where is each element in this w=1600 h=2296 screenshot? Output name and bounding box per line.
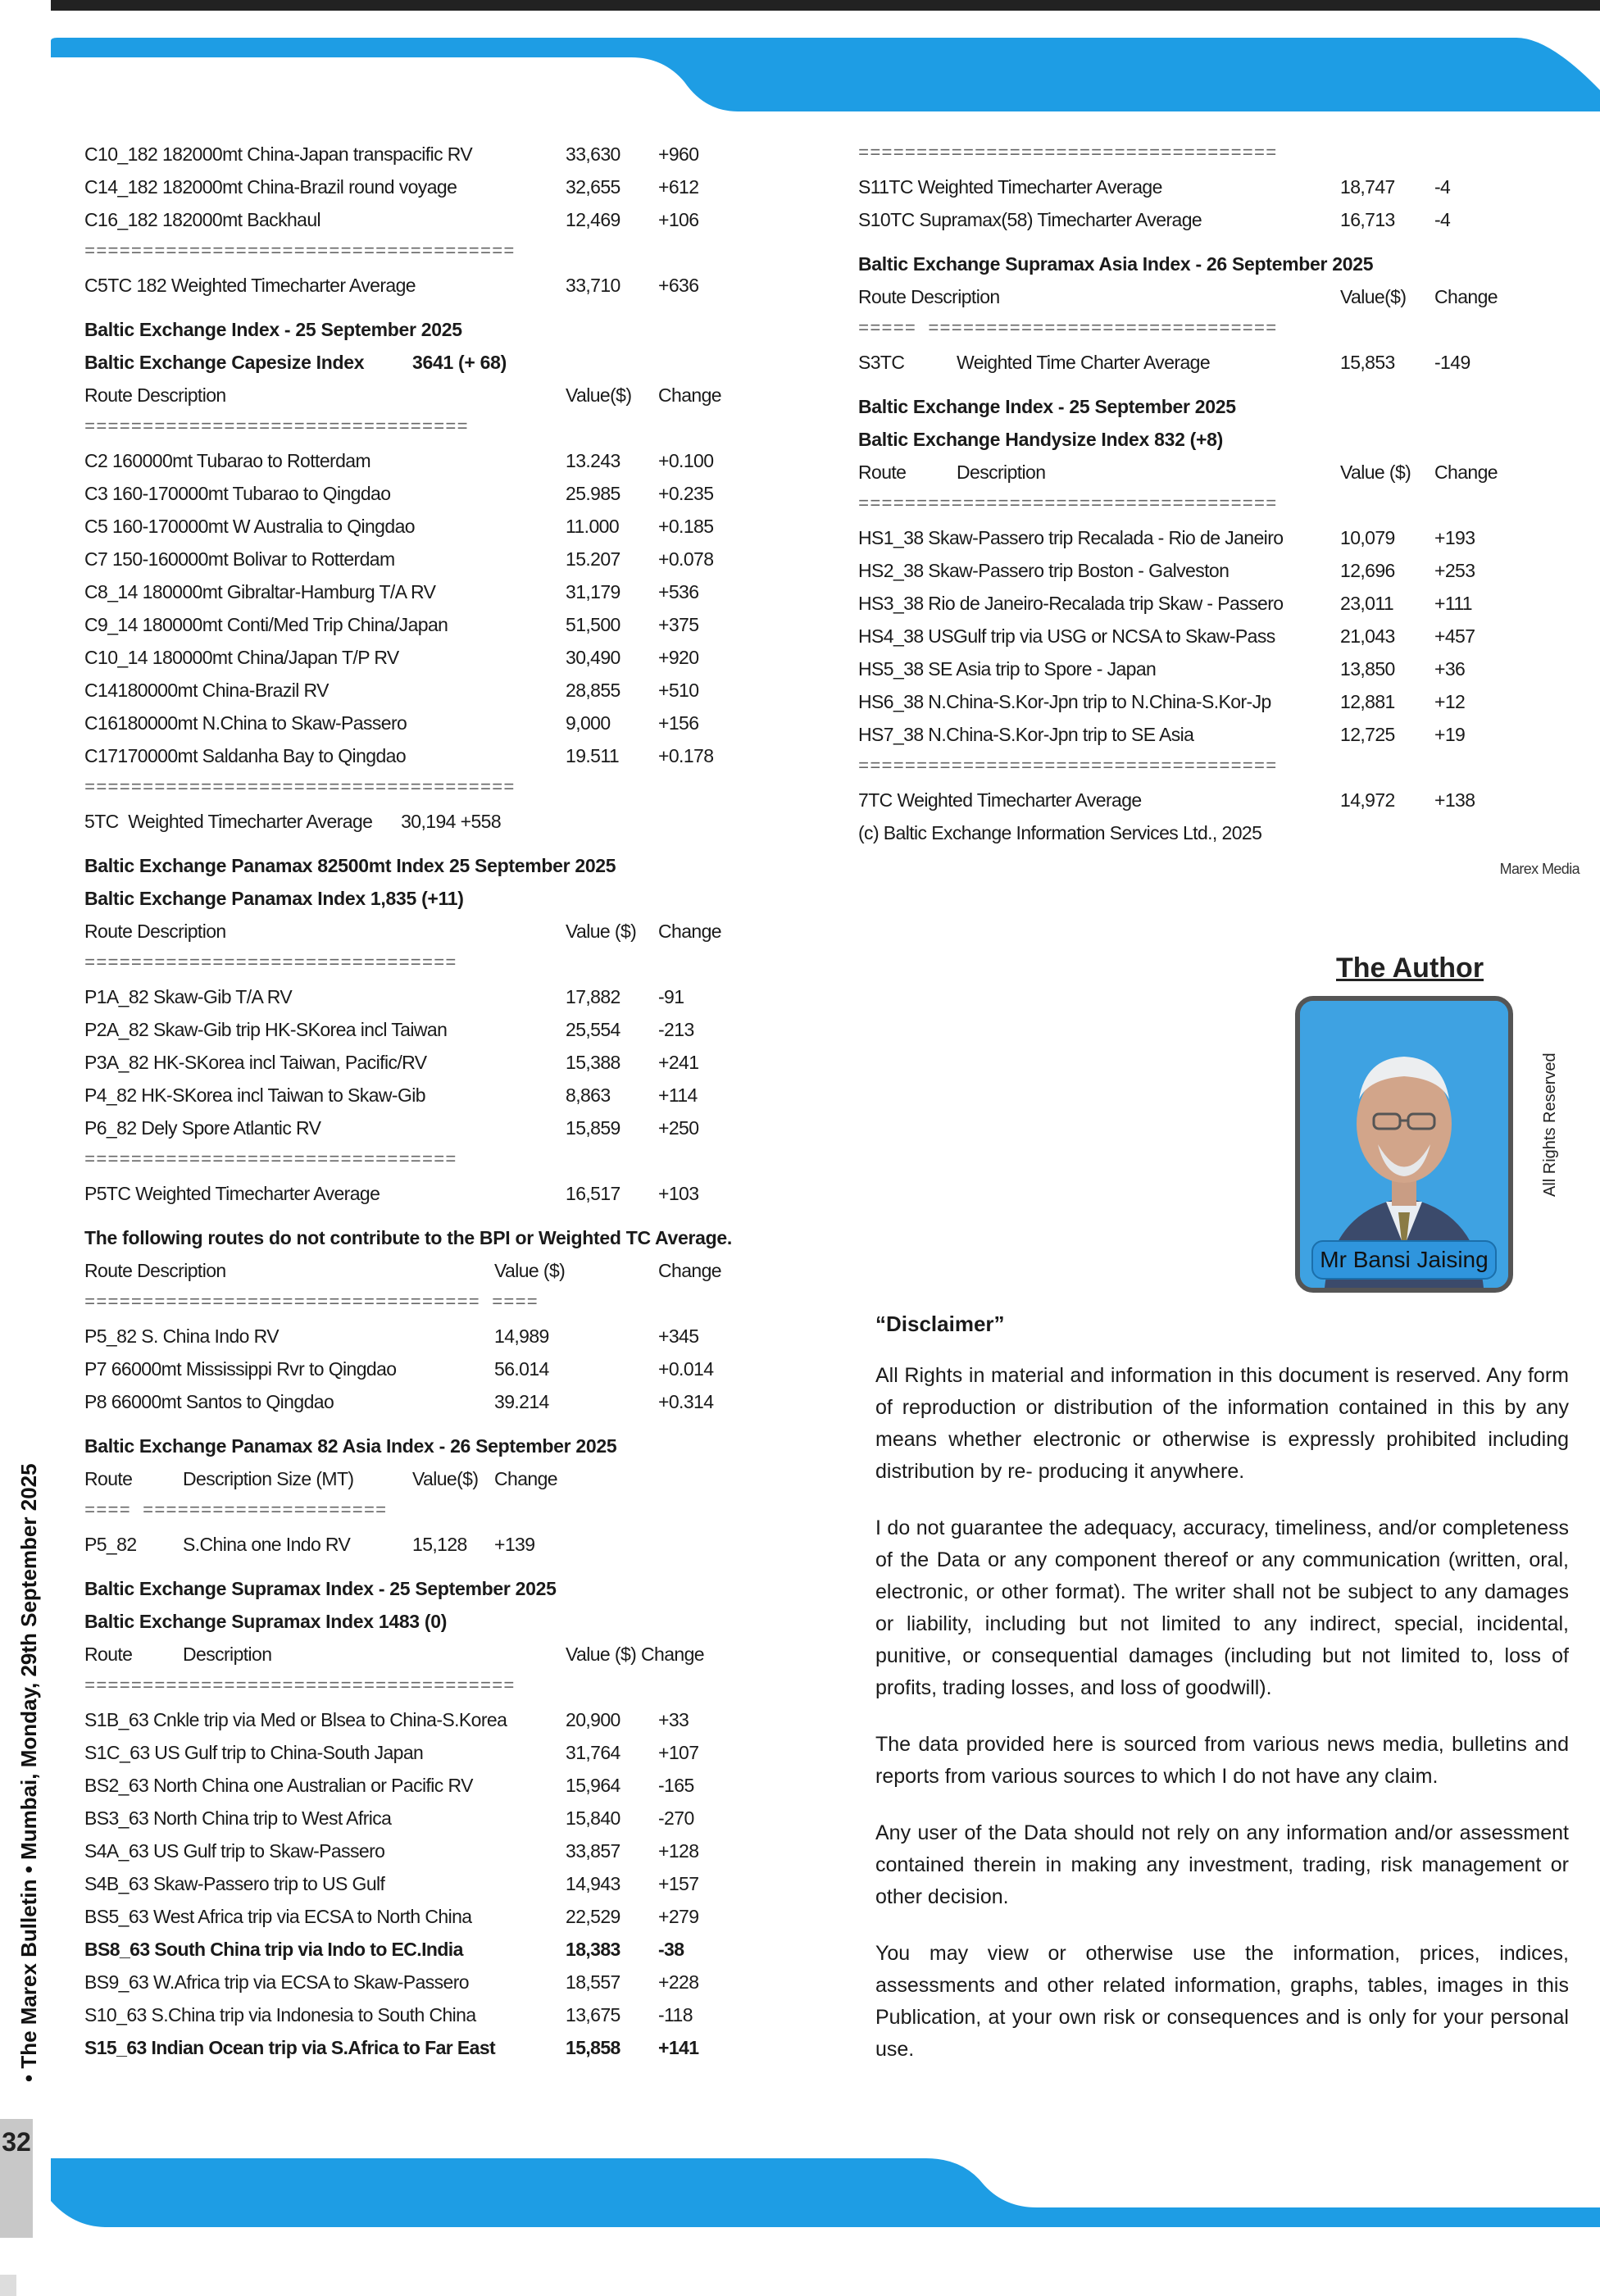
- separator: =====================================: [84, 778, 516, 798]
- left-column: [84, 138, 806, 2064]
- separator: =================================: [84, 417, 469, 438]
- supramax-section: [84, 1572, 806, 2064]
- supramax-tail-section: [858, 138, 1580, 236]
- table-row: C3 160-170000mt Tubarao to Qingdao 25.985 +0.235: [84, 483, 714, 504]
- vertical-bulletin-label: • The Marex Bulletin • Mumbai, Monday, 29th September 2025: [16, 1463, 41, 2082]
- table-row: P2A_82 Skaw-Gib trip HK-SKorea incl Taiwan 25,554 -213: [84, 1019, 694, 1040]
- separator: ====================================: [858, 143, 1278, 164]
- disclaimer-paragraph: All Rights in material and information in this document is reserved. Any form of reproduction or distribution of the information contained in this by any means whether electronic or otherwise is expressly prohibited including distribution by re- producing it anywhere.: [875, 1364, 1569, 1483]
- separator: ================================: [84, 953, 457, 974]
- section-subtitle: Baltic Exchange Supramax Index 1483 (0): [84, 1611, 448, 1632]
- table-row: HS1_38 Skaw-Passero trip Recalada - Rio de Janeiro 10,079 +193: [858, 527, 1475, 548]
- average-row: P5TC Weighted Timecharter Average 16,517 +103: [84, 1183, 699, 1204]
- rights-vertical-label: All Rights Reserved: [1541, 1053, 1559, 1197]
- table-row: S4B_63 Skaw-Passero trip to US Gulf 14,943 +157: [84, 1873, 699, 1894]
- table-row: C14_182 182000mt China-Brazil round voyage 32,655 +612: [84, 176, 699, 198]
- table-row: HS7_38 N.China-S.Kor-Jpn trip to SE Asia 12,725 +19: [858, 724, 1466, 745]
- table-row: S1C_63 US Gulf trip to China-South Japan 31,764 +107: [84, 1742, 699, 1763]
- average-row: 5TC Weighted Timecharter Average 30,194 +558: [84, 811, 502, 832]
- section-title: Baltic Exchange Index - 25 September 2025: [84, 319, 462, 340]
- author-name-badge: Mr Bansi Jaising: [1311, 1240, 1497, 1280]
- disclaimer-title: “Disclaimer”: [875, 1312, 1005, 1336]
- top-blue-banner: [0, 33, 1600, 115]
- table-row: C16180000mt N.China to Skaw-Passero 9,000 +156: [84, 712, 699, 734]
- table-header: Route Description Value($) Change: [84, 384, 721, 406]
- table-row: C9_14 180000mt Conti/Med Trip China/Japan 51,500 +375: [84, 614, 699, 635]
- table-row: BS9_63 W.Africa trip via ECSA to Skaw-Passero 18,557 +228: [84, 1971, 699, 1993]
- table-row: C10_14 180000mt China/Japan T/P RV 30,490 +920: [84, 647, 699, 668]
- section-subtitle: Baltic Exchange Handysize Index 832 (+8): [858, 429, 1223, 450]
- table-row: BS3_63 North China trip to West Africa 15,840 -270: [84, 1807, 694, 1829]
- table-row: P7 66000mt Mississippi Rvr to Qingdao 56.014 +0.014: [84, 1358, 714, 1380]
- section-subtitle: Baltic Exchange Panamax Index 1,835 (+11): [84, 888, 464, 909]
- table-row: BS8_63 South China trip via Indo to EC.India 18,383 -38: [84, 1939, 684, 1960]
- corner-marker: [0, 2275, 16, 2296]
- separator: ====================================: [858, 757, 1278, 777]
- section-title: Baltic Exchange Panamax 82500mt Index 25 September 2025: [84, 855, 616, 876]
- panamax-asia-section: [84, 1430, 806, 1561]
- noncontributing-section: [84, 1221, 806, 1418]
- separator: ==== =====================: [84, 1501, 388, 1521]
- table-row: P3A_82 HK-SKorea incl Taiwan, Pacific/RV 15,388 +241: [84, 1052, 699, 1073]
- handysize-section: [858, 390, 1580, 885]
- separator: =====================================: [84, 1676, 516, 1697]
- table-row: S3TC Weighted Time Charter Average 15,853 -149: [858, 352, 1470, 373]
- table-row: S4A_63 US Gulf trip to Skaw-Passero 33,857 +128: [84, 1840, 699, 1862]
- table-row: P1A_82 Skaw-Gib T/A RV 17,882 -91: [84, 986, 684, 1007]
- copyright-line: (c) Baltic Exchange Information Services Ltd., 2025: [858, 822, 1262, 843]
- table-row: BS2_63 North China one Australian or Pacific RV 15,964 -165: [84, 1775, 694, 1796]
- table-header: Route Description Value ($) Change: [84, 921, 721, 942]
- separator: ================================: [84, 1150, 457, 1171]
- table-row: HS2_38 Skaw-Passero trip Boston - Galveston 12,696 +253: [858, 560, 1475, 581]
- table-row: P5_82 S. China Indo RV 14,989 +345: [84, 1325, 699, 1347]
- table-row: HS6_38 N.China-S.Kor-Jpn trip to N.China-S.Kor-Jp 12,881 +12: [858, 691, 1466, 712]
- table-row: C2 160000mt Tubarao to Rotterdam 13.243 +0.100: [84, 450, 714, 471]
- table-header: Route Description Value ($) Change: [84, 1260, 721, 1281]
- table-header: Route Description Value ($) Change: [84, 1644, 704, 1665]
- table-row: C7 150-160000mt Bolivar to Rotterdam 15.207 +0.078: [84, 548, 714, 570]
- disclaimer-block: [875, 1312, 1569, 2090]
- table-row: S11TC Weighted Timecharter Average 18,747 -4: [858, 176, 1451, 198]
- capesize-tail-section: [84, 138, 806, 302]
- disclaimer-paragraph: You may view or otherwise use the information, prices, indices, assessments and other related information, graphs, tables, images in this Publication, at your own risk or consequences and is only for your personal use.: [875, 1942, 1569, 2061]
- capesize-section: [84, 313, 806, 838]
- author-heading: The Author: [1336, 952, 1484, 984]
- separator: ====================================: [858, 494, 1278, 515]
- table-header: Route Description Value($) Change: [858, 286, 1498, 307]
- disclaimer-paragraph: The data provided here is sourced from various news media, bulletins and reports from various sources to which I do not have any claim.: [875, 1733, 1569, 1788]
- table-row: C8_14 180000mt Gibraltar-Hamburg T/A RV 31,179 +536: [84, 581, 699, 602]
- disclaimer-paragraph: Any user of the Data should not rely on any information and/or assessment contained therein in making any investment, trading, risk management or other decision.: [875, 1821, 1569, 1908]
- section-subtitle: Baltic Exchange Capesize Index 3641 (+ 68): [84, 352, 507, 373]
- table-row: BS5_63 West Africa trip via ECSA to North China 22,529 +279: [84, 1906, 699, 1927]
- table-row: S10_63 S.China trip via Indonesia to South China 13,675 -118: [84, 2004, 693, 2025]
- table-row: P4_82 HK-SKorea incl Taiwan to Skaw-Gib 8,863 +114: [84, 1084, 698, 1106]
- table-row: C10_182 182000mt China-Japan transpacific RV 33,630 +960: [84, 143, 699, 165]
- average-row: 7TC Weighted Timecharter Average 14,972 +138: [858, 789, 1475, 811]
- disclaimer-paragraph: I do not guarantee the adequacy, accuracy, timeliness, and/or completeness of the Data or any component thereof or any communication (written, oral, electronic, or other format). The writer shall not be subject to any damages or liability, including but not limited to any indirect, special, incidental, punitive, or consequential damages (including but not limited to, loss of profits, trading losses, and loss of goodwill).: [875, 1516, 1569, 1699]
- credit-line: Marex Media: [1499, 861, 1580, 877]
- section-title: Baltic Exchange Supramax Index - 25 September 2025: [84, 1578, 557, 1599]
- table-row: S15_63 Indian Ocean trip via S.Africa to Far East 15,858 +141: [84, 2037, 699, 2058]
- table-row: P5_82 S.China one Indo RV 15,128 +139: [84, 1534, 535, 1555]
- separator: ================================== ====: [84, 1293, 539, 1313]
- separator: =====================================: [84, 242, 516, 262]
- table-row: C16_182 182000mt Backhaul 12,469 +106: [84, 209, 699, 230]
- table-row: P8 66000mt Santos to Qingdao 39.214 +0.314: [84, 1391, 714, 1412]
- top-border-bar: [51, 0, 1600, 11]
- separator: ===== ==============================: [858, 319, 1278, 339]
- average-row: C5TC 182 Weighted Timecharter Average 33,710 +636: [84, 275, 699, 296]
- table-row: C17170000mt Saldanha Bay to Qingdao 19.511 +0.178: [84, 745, 714, 766]
- table-row: C5 160-170000mt W Australia to Qingdao 11.000 +0.185: [84, 516, 714, 537]
- table-row: S1B_63 Cnkle trip via Med or Blsea to China-S.Korea 20,900 +33: [84, 1709, 689, 1730]
- section-title: Baltic Exchange Index - 25 September 2025: [858, 396, 1236, 417]
- panamax-section: [84, 849, 806, 1210]
- supramax-asia-section: [858, 248, 1580, 379]
- table-header: Route Description Value ($) Change: [858, 461, 1498, 483]
- table-header: Route Description Size (MT) Value($) Change: [84, 1468, 557, 1489]
- table-row: S10TC Supramax(58) Timecharter Average 16,713 -4: [858, 209, 1451, 230]
- section-title: The following routes do not contribute to the BPI or Weighted TC Average.: [84, 1227, 732, 1248]
- author-photo-card: [1295, 996, 1513, 1293]
- page-number: 32: [0, 2119, 33, 2238]
- table-row: HS3_38 Rio de Janeiro-Recalada trip Skaw - Passero 23,011 +111: [858, 593, 1472, 614]
- bottom-blue-banner: [0, 2152, 1600, 2230]
- table-row: C14180000mt China-Brazil RV 28,855 +510: [84, 680, 699, 701]
- right-column: [858, 138, 1580, 885]
- table-row: HS5_38 SE Asia trip to Spore - Japan 13,850 +36: [858, 658, 1466, 680]
- section-title: Baltic Exchange Supramax Asia Index - 26 September 2025: [858, 253, 1374, 275]
- table-row: P6_82 Dely Spore Atlantic RV 15,859 +250: [84, 1117, 699, 1139]
- section-title: Baltic Exchange Panamax 82 Asia Index - 26 September 2025: [84, 1435, 617, 1457]
- table-row: HS4_38 USGulf trip via USG or NCSA to Skaw-Pass 21,043 +457: [858, 625, 1475, 647]
